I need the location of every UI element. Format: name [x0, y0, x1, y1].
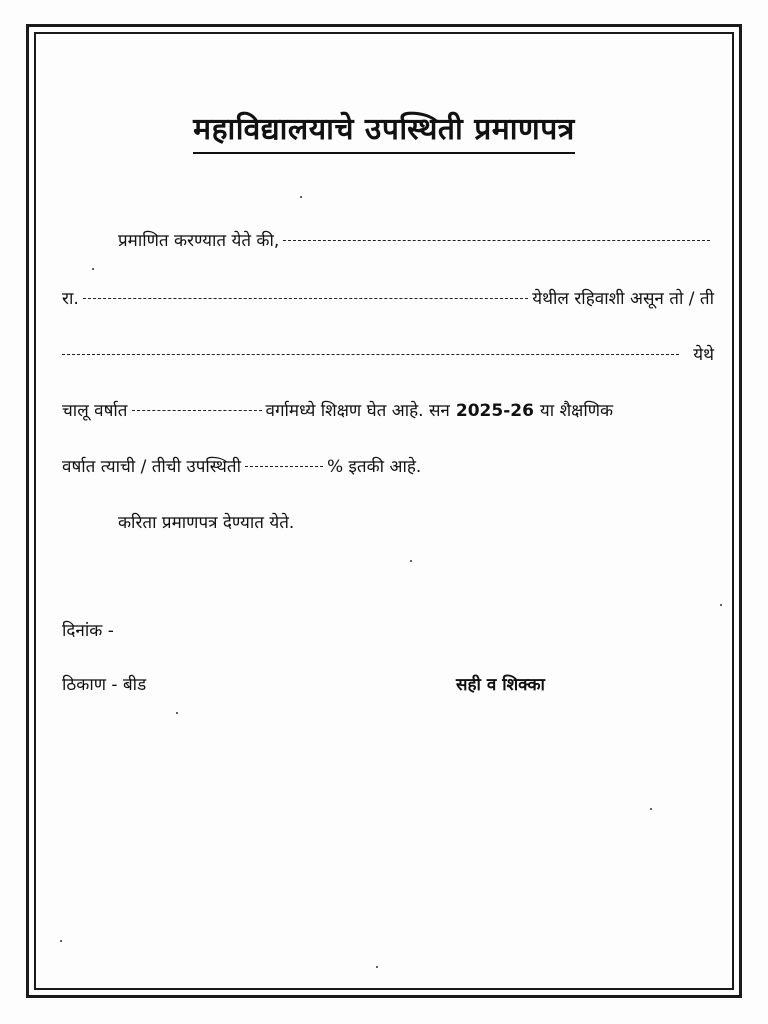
class-line — [62, 398, 714, 421]
signature-label: सही व शिक्का — [456, 675, 545, 695]
class-prefix: चालू वर्षात — [62, 401, 128, 421]
class-middle: वर्गामध्ये शिक्षण घेत आहे. सन — [265, 401, 450, 421]
institution-suffix: येथे — [693, 345, 714, 365]
closing-text: करिता प्रमाणपत्र देण्यात येते. — [118, 513, 295, 533]
scan-speck — [92, 268, 94, 270]
date-label: दिनांक - — [62, 621, 114, 641]
attendance-blank[interactable] — [245, 466, 323, 467]
title-text: महाविद्यालयाचे उपस्थिती प्रमाणपत्र — [193, 113, 575, 154]
residence-blank[interactable] — [83, 298, 529, 299]
certificate-title — [0, 112, 768, 154]
attendance-suffix: % इतकी आहे. — [327, 457, 422, 477]
residence-line — [62, 286, 714, 309]
scan-speck — [376, 966, 378, 968]
scan-speck — [176, 712, 178, 714]
scan-speck — [410, 560, 412, 562]
residence-prefix: रा. — [62, 289, 79, 309]
attendance-prefix: वर्षात त्याची / तीची उपस्थिती — [62, 457, 241, 477]
closing-line — [118, 510, 294, 533]
name-blank[interactable] — [283, 240, 710, 241]
scan-speck — [60, 940, 62, 942]
intro-text: प्रमाणित करण्यात येते की, — [118, 231, 280, 251]
scan-speck — [650, 808, 652, 810]
date-field — [62, 618, 114, 641]
attendance-line — [62, 454, 421, 477]
scan-speck — [300, 196, 302, 198]
signature-field — [456, 672, 545, 695]
place-label: ठिकाण - बीड — [62, 675, 147, 695]
institution-blank[interactable] — [62, 354, 679, 355]
place-field — [62, 672, 146, 695]
academic-year: 2025-26 — [455, 401, 534, 421]
scan-speck — [720, 604, 722, 606]
intro-line — [118, 228, 714, 251]
class-suffix: या शैक्षणिक — [539, 401, 614, 421]
residence-suffix: येथील रहिवाशी असून तो / ती — [532, 289, 714, 309]
class-blank[interactable] — [132, 410, 262, 411]
institution-line — [62, 342, 714, 365]
